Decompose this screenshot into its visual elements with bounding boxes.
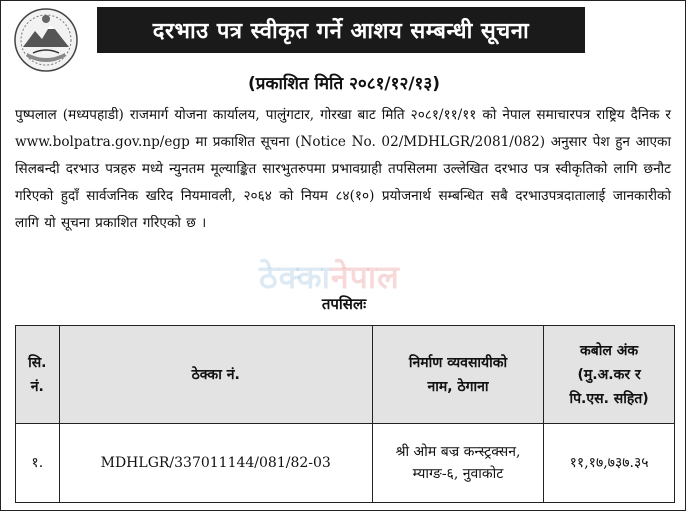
header-firm-line-1: निर्माण व्यवसायीको (408, 354, 508, 371)
publish-date: (प्रकाशित मिति २०८१/१२/१३) (248, 74, 440, 94)
cell-bid-amount: ११,१७,७३७.३५ (544, 424, 675, 503)
watermark-part-1: ठेक्का (259, 258, 331, 296)
header-amount-line-3: पि.एस. सहित) (569, 390, 649, 407)
table-header-row (16, 326, 675, 424)
contractor-name: श्री ओम बज्र कन्स्ट्रक्सन, (395, 444, 521, 460)
header-firm-line-2: नाम, ठेगाना (427, 378, 489, 395)
cell-contractor (372, 424, 543, 503)
header-contract-number: ठेक्का नं. (59, 326, 372, 424)
notice-paragraph: पुष्पलाल (मध्यपहाडी) राजमार्ग योजना कार्यालय, पालुंगटार, गोरखा बाट मिति २०८१/११/११ को नेपाल समाचारपत्र राष्ट्रिय दैनिक र www.bolpatra.gov.np/egp मा प्रकाशित सूचना (Notice No. 02/MDHLGR/2081/082) अनुसार पेश हुन आएका सिलबन्दी दरभाउ पत्रहरु मध्ये न्युनतम मूल्याङ्कित सारभुतरुपमा प्रभावग्राही तपसिलमा उल्लेखित दरभाउ पत्र स्वीकृतिको लागि छनौट गरिएको हुदाँ सार्वजनिक खरिद नियमावली, २०६४ को नियम ८४(१०) प्रयोजनार्थ सम्बन्धित सबै दरभाउपत्रदातालाई जानकारीको लागि यो सूचना प्रकाशित गरिएको छ । (15, 107, 671, 231)
table-row (16, 424, 675, 503)
contractor-address: म्याग्ङ-६, नुवाकोट (412, 466, 504, 482)
notice-title: दरभाउ पत्र स्वीकृत गर्ने आशय सम्बन्धी सूचना (97, 7, 585, 53)
header-amount-line-1: कबोल अंक (580, 342, 639, 359)
header-amount-line-2: (मु.अ.कर र (577, 366, 641, 383)
header-bid-amount (544, 326, 675, 424)
header-sn-line-1: सि. (28, 354, 47, 371)
watermark (259, 255, 400, 298)
schedule-label: तपसिलः (321, 295, 367, 313)
cell-serial-number: १. (16, 424, 60, 503)
tender-table (15, 325, 675, 503)
cell-contract-number: MDHLGR/337011144/081/82-03 (59, 424, 372, 503)
header-contractor (372, 326, 543, 424)
watermark-part-2: नेपाल (330, 258, 400, 296)
nepal-government-emblem-icon (11, 7, 81, 73)
header-serial-number (16, 326, 60, 424)
header-sn-line-2: नं. (30, 378, 44, 395)
